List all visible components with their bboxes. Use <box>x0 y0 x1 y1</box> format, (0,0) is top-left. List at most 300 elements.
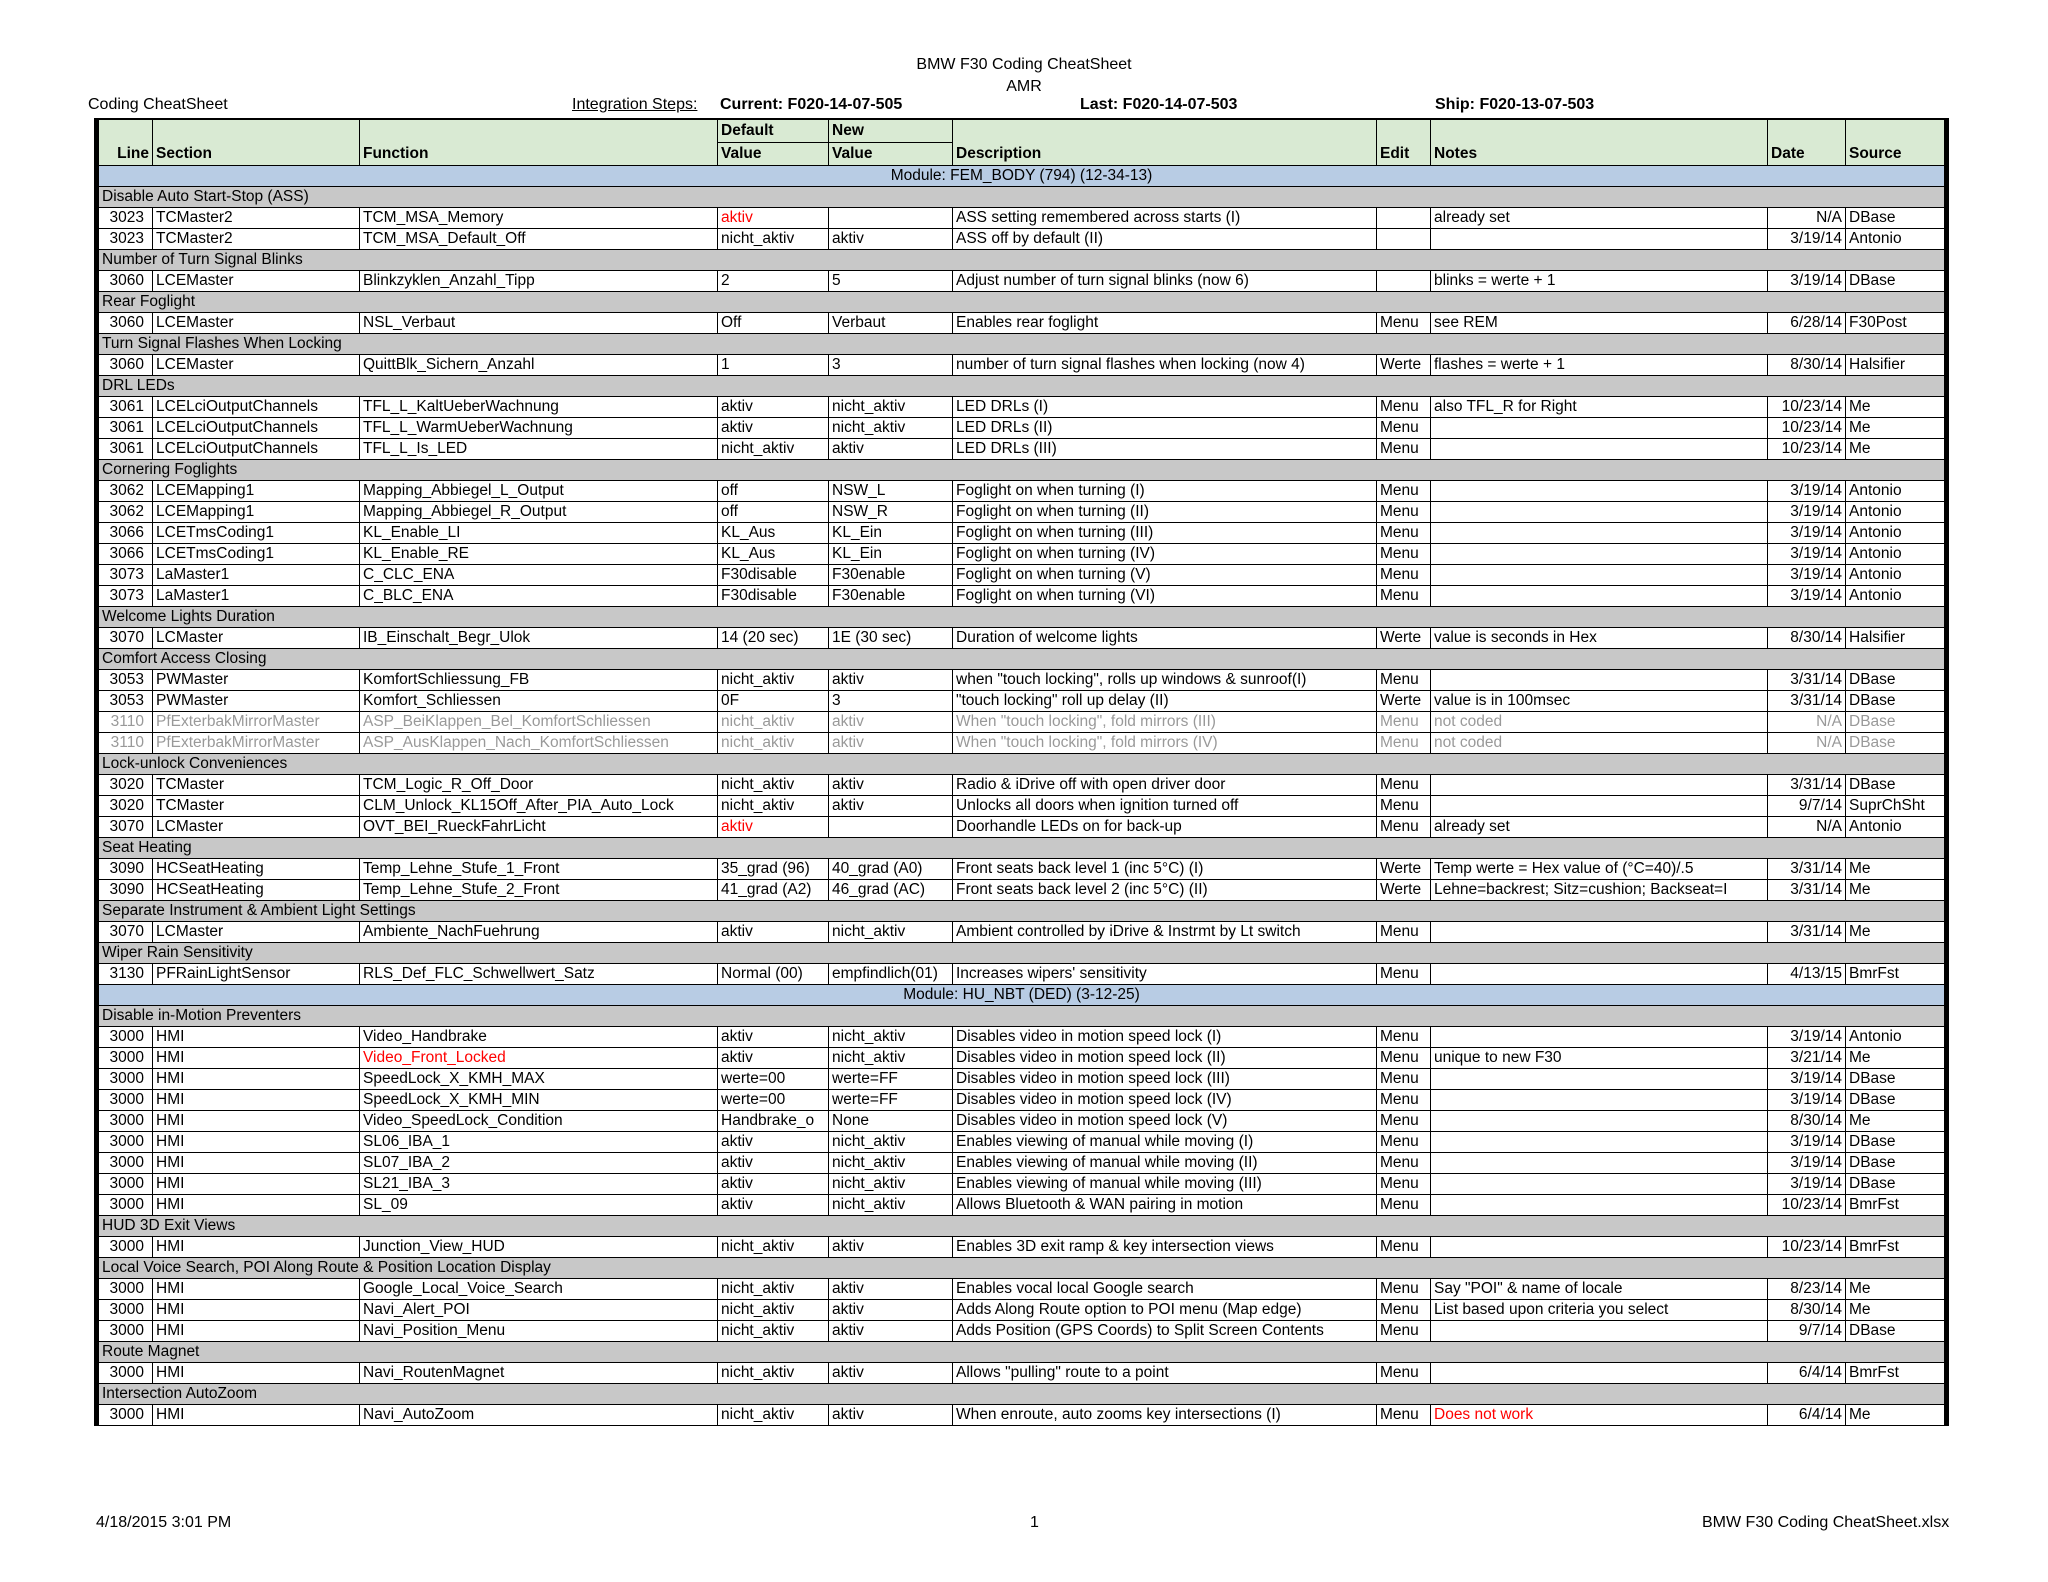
cell-default-value: Handbrake_o <box>718 1111 829 1132</box>
cell-line: 3070 <box>97 817 153 838</box>
cell-section: PWMaster <box>153 670 360 691</box>
cell-date: N/A <box>1768 712 1846 733</box>
cell-edit: Menu <box>1377 397 1431 418</box>
cell-date: 6/4/14 <box>1768 1363 1846 1384</box>
cell-notes <box>1431 1111 1768 1132</box>
cell-line: 3020 <box>97 775 153 796</box>
cell-source: Antonio <box>1846 565 1947 586</box>
cell-default-value: nicht_aktiv <box>718 670 829 691</box>
section-title: Local Voice Search, POI Along Route & Position Location Display <box>97 1258 1947 1279</box>
cell-edit: Menu <box>1377 1027 1431 1048</box>
cell-source: Me <box>1846 1405 1947 1426</box>
cell-date: 3/19/14 <box>1768 481 1846 502</box>
section-header-row <box>97 460 1947 481</box>
cell-description: Duration of welcome lights <box>953 628 1377 649</box>
table-row <box>97 817 1947 838</box>
table-row <box>97 1237 1947 1258</box>
table-row <box>97 1363 1947 1384</box>
cell-section: HMI <box>153 1279 360 1300</box>
cell-section: HMI <box>153 1111 360 1132</box>
cell-edit: Menu <box>1377 1363 1431 1384</box>
cell-edit <box>1377 271 1431 292</box>
cell-date: 6/4/14 <box>1768 1405 1846 1426</box>
table-row <box>97 1048 1947 1069</box>
cell-source: DBase <box>1846 1153 1947 1174</box>
cell-new-value: nicht_aktiv <box>829 1195 953 1216</box>
cell-date: 9/7/14 <box>1768 796 1846 817</box>
cell-default-value: aktiv <box>718 1048 829 1069</box>
cell-new-value: nicht_aktiv <box>829 1132 953 1153</box>
section-title: Welcome Lights Duration <box>97 607 1947 628</box>
cell-default-value: 1 <box>718 355 829 376</box>
cell-default-value: aktiv <box>718 397 829 418</box>
cell-new-value: aktiv <box>829 1363 953 1384</box>
header-line: Line <box>97 119 153 166</box>
cell-default-value: aktiv <box>718 1027 829 1048</box>
cell-date: 3/19/14 <box>1768 523 1846 544</box>
cell-description: Allows "pulling" route to a point <box>953 1363 1377 1384</box>
cell-edit: Werte <box>1377 628 1431 649</box>
cell-edit: Menu <box>1377 586 1431 607</box>
cell-new-value: aktiv <box>829 796 953 817</box>
cell-function: KL_Enable_RE <box>360 544 718 565</box>
module-title: Module: HU_NBT (DED) (3-12-25) <box>97 985 1947 1006</box>
cell-description: Adds Position (GPS Coords) to Split Screen Contents <box>953 1321 1377 1342</box>
section-header-row <box>97 943 1947 964</box>
cell-edit: Menu <box>1377 1300 1431 1321</box>
cell-source: Me <box>1846 397 1947 418</box>
cell-line: 3060 <box>97 355 153 376</box>
section-header-row <box>97 754 1947 775</box>
cell-date: 3/19/14 <box>1768 271 1846 292</box>
cell-description: Foglight on when turning (V) <box>953 565 1377 586</box>
cell-description: ASS setting remembered across starts (I) <box>953 208 1377 229</box>
cell-line: 3020 <box>97 796 153 817</box>
cell-source: F30Post <box>1846 313 1947 334</box>
cell-new-value: aktiv <box>829 712 953 733</box>
cell-section: HMI <box>153 1405 360 1426</box>
cell-description: Foglight on when turning (VI) <box>953 586 1377 607</box>
cell-line: 3110 <box>97 733 153 754</box>
table-row <box>97 565 1947 586</box>
table-row <box>97 544 1947 565</box>
table-row <box>97 1174 1947 1195</box>
table-row <box>97 691 1947 712</box>
section-title: Rear Foglight <box>97 292 1947 313</box>
cell-default-value: Off <box>718 313 829 334</box>
cell-line: 3000 <box>97 1279 153 1300</box>
table-row <box>97 355 1947 376</box>
cell-date: 8/30/14 <box>1768 628 1846 649</box>
section-header-row <box>97 901 1947 922</box>
cell-notes <box>1431 1153 1768 1174</box>
cell-function: RLS_Def_FLC_Schwellwert_Satz <box>360 964 718 985</box>
cell-section: HMI <box>153 1048 360 1069</box>
cell-new-value: 40_grad (A0) <box>829 859 953 880</box>
cell-section: LCEMapping1 <box>153 481 360 502</box>
cell-notes: not coded <box>1431 712 1768 733</box>
cell-function: Temp_Lehne_Stufe_1_Front <box>360 859 718 880</box>
cell-new-value: nicht_aktiv <box>829 1048 953 1069</box>
cell-section: HMI <box>153 1195 360 1216</box>
cell-new-value: nicht_aktiv <box>829 397 953 418</box>
cell-notes <box>1431 1174 1768 1195</box>
cell-source: DBase <box>1846 1174 1947 1195</box>
section-title: Cornering Foglights <box>97 460 1947 481</box>
header-source: Source <box>1846 119 1947 166</box>
table-row <box>97 964 1947 985</box>
cell-line: 3000 <box>97 1405 153 1426</box>
cell-function: SL21_IBA_3 <box>360 1174 718 1195</box>
cell-default-value: aktiv <box>718 1195 829 1216</box>
cell-edit: Menu <box>1377 712 1431 733</box>
cell-date: 3/31/14 <box>1768 922 1846 943</box>
cell-function: ASP_AusKlappen_Nach_KomfortSchliessen <box>360 733 718 754</box>
cell-date: 6/28/14 <box>1768 313 1846 334</box>
cell-edit: Werte <box>1377 880 1431 901</box>
cell-edit: Menu <box>1377 817 1431 838</box>
cell-new-value <box>829 817 953 838</box>
table-row <box>97 502 1947 523</box>
cell-source: SuprChSht <box>1846 796 1947 817</box>
cell-new-value: 3 <box>829 355 953 376</box>
cell-description: Radio & iDrive off with open driver door <box>953 775 1377 796</box>
cell-notes <box>1431 922 1768 943</box>
cell-notes <box>1431 1132 1768 1153</box>
cell-source: DBase <box>1846 208 1947 229</box>
cell-new-value: aktiv <box>829 1237 953 1258</box>
cell-function: Mapping_Abbiegel_R_Output <box>360 502 718 523</box>
cell-new-value: NSW_L <box>829 481 953 502</box>
cell-default-value: KL_Aus <box>718 544 829 565</box>
table-row <box>97 859 1947 880</box>
section-header-row <box>97 1258 1947 1279</box>
table-row <box>97 271 1947 292</box>
cell-date: N/A <box>1768 733 1846 754</box>
cell-function: Navi_Position_Menu <box>360 1321 718 1342</box>
cell-description: Adjust number of turn signal blinks (now 6) <box>953 271 1377 292</box>
cell-notes <box>1431 670 1768 691</box>
cell-default-value: nicht_aktiv <box>718 439 829 460</box>
cell-description: number of turn signal flashes when locking (now 4) <box>953 355 1377 376</box>
cell-notes <box>1431 439 1768 460</box>
cell-function: CLM_Unlock_KL15Off_After_PIA_Auto_Lock <box>360 796 718 817</box>
cell-notes <box>1431 586 1768 607</box>
cell-description: Enables vocal local Google search <box>953 1279 1377 1300</box>
cell-function: Video_Front_Locked <box>360 1048 718 1069</box>
cell-section: LaMaster1 <box>153 565 360 586</box>
cell-edit: Menu <box>1377 1048 1431 1069</box>
cell-edit: Menu <box>1377 1237 1431 1258</box>
section-header-row <box>97 250 1947 271</box>
section-header-row <box>97 1384 1947 1405</box>
cell-description: Disables video in motion speed lock (III) <box>953 1069 1377 1090</box>
cell-function: QuittBlk_Sichern_Anzahl <box>360 355 718 376</box>
cell-source: DBase <box>1846 1321 1947 1342</box>
module-header-row <box>97 166 1947 187</box>
cell-default-value: nicht_aktiv <box>718 1321 829 1342</box>
cell-default-value: off <box>718 481 829 502</box>
cell-function: KomfortSchliessung_FB <box>360 670 718 691</box>
cell-default-value: werte=00 <box>718 1069 829 1090</box>
cell-date: 3/19/14 <box>1768 502 1846 523</box>
cell-description: Enables rear foglight <box>953 313 1377 334</box>
cell-default-value: nicht_aktiv <box>718 229 829 250</box>
header-new-bottom: Value <box>829 143 953 166</box>
cell-source: Me <box>1846 880 1947 901</box>
cell-notes <box>1431 523 1768 544</box>
cell-description: Enables viewing of manual while moving (II) <box>953 1153 1377 1174</box>
cell-edit: Menu <box>1377 775 1431 796</box>
cell-date: 3/31/14 <box>1768 859 1846 880</box>
cell-new-value: nicht_aktiv <box>829 1153 953 1174</box>
cell-line: 3090 <box>97 880 153 901</box>
cell-function: Junction_View_HUD <box>360 1237 718 1258</box>
cell-source: Me <box>1846 859 1947 880</box>
section-title: Separate Instrument & Ambient Light Settings <box>97 901 1947 922</box>
cell-line: 3000 <box>97 1111 153 1132</box>
cell-date: 4/13/15 <box>1768 964 1846 985</box>
header-row-top <box>97 119 1947 143</box>
cell-section: LCETmsCoding1 <box>153 544 360 565</box>
cell-section: PWMaster <box>153 691 360 712</box>
cell-default-value: KL_Aus <box>718 523 829 544</box>
cell-line: 3073 <box>97 586 153 607</box>
cell-function: Navi_Alert_POI <box>360 1300 718 1321</box>
cell-section: HMI <box>153 1132 360 1153</box>
section-header-row <box>97 292 1947 313</box>
section-header-row <box>97 838 1947 859</box>
cell-function: TFL_L_WarmUeberWachnung <box>360 418 718 439</box>
cell-section: HCSeatHeating <box>153 880 360 901</box>
table-row <box>97 1027 1947 1048</box>
cell-date: 3/19/14 <box>1768 544 1846 565</box>
table-row <box>97 1300 1947 1321</box>
cell-notes <box>1431 418 1768 439</box>
cell-section: LCMaster <box>153 628 360 649</box>
table-row <box>97 670 1947 691</box>
current-version: Current: F020-14-07-505 <box>720 96 903 113</box>
cell-edit: Werte <box>1377 859 1431 880</box>
cell-function: Navi_RoutenMagnet <box>360 1363 718 1384</box>
table-row <box>97 1069 1947 1090</box>
cell-function: C_BLC_ENA <box>360 586 718 607</box>
cell-new-value: empfindlich(01) <box>829 964 953 985</box>
cell-notes <box>1431 502 1768 523</box>
cell-notes: flashes = werte + 1 <box>1431 355 1768 376</box>
cell-line: 3060 <box>97 271 153 292</box>
cell-section: HMI <box>153 1069 360 1090</box>
cell-line: 3023 <box>97 208 153 229</box>
cell-default-value: aktiv <box>718 817 829 838</box>
section-header-row <box>97 187 1947 208</box>
cell-new-value: 1E (30 sec) <box>829 628 953 649</box>
cell-default-value: aktiv <box>718 1174 829 1195</box>
cell-default-value: off <box>718 502 829 523</box>
cell-new-value: F30enable <box>829 586 953 607</box>
cell-description: Foglight on when turning (II) <box>953 502 1377 523</box>
cell-default-value: nicht_aktiv <box>718 1279 829 1300</box>
cell-line: 3000 <box>97 1321 153 1342</box>
cell-section: LCEMaster <box>153 355 360 376</box>
cell-default-value: nicht_aktiv <box>718 796 829 817</box>
left-label: Coding CheatSheet <box>88 96 228 113</box>
integration-steps-label: Integration Steps: <box>572 96 698 113</box>
cell-notes <box>1431 1090 1768 1111</box>
cell-function: Video_Handbrake <box>360 1027 718 1048</box>
cell-description: Front seats back level 1 (inc 5°C) (I) <box>953 859 1377 880</box>
cell-source: Me <box>1846 418 1947 439</box>
cell-edit: Menu <box>1377 502 1431 523</box>
cell-edit: Werte <box>1377 691 1431 712</box>
cell-notes: not coded <box>1431 733 1768 754</box>
cell-new-value: nicht_aktiv <box>829 1027 953 1048</box>
cell-date: 10/23/14 <box>1768 397 1846 418</box>
cell-default-value: aktiv <box>718 1153 829 1174</box>
table-row <box>97 1153 1947 1174</box>
section-header-row <box>97 607 1947 628</box>
cell-line: 3066 <box>97 544 153 565</box>
cell-function: Komfort_Schliessen <box>360 691 718 712</box>
table-row <box>97 712 1947 733</box>
cell-notes: already set <box>1431 208 1768 229</box>
section-title: Seat Heating <box>97 838 1947 859</box>
cell-description: LED DRLs (I) <box>953 397 1377 418</box>
cell-edit <box>1377 229 1431 250</box>
cell-source: DBase <box>1846 670 1947 691</box>
cell-description: Increases wipers' sensitivity <box>953 964 1377 985</box>
cell-function: ASP_BeiKlappen_Bel_KomfortSchliessen <box>360 712 718 733</box>
section-header-row <box>97 376 1947 397</box>
cell-function: SpeedLock_X_KMH_MAX <box>360 1069 718 1090</box>
cell-edit: Menu <box>1377 964 1431 985</box>
last-version: Last: F020-14-07-503 <box>1080 96 1238 113</box>
cell-notes: also TFL_R for Right <box>1431 397 1768 418</box>
cell-line: 3073 <box>97 565 153 586</box>
table-row <box>97 523 1947 544</box>
cell-date: 3/31/14 <box>1768 880 1846 901</box>
cell-edit: Menu <box>1377 1195 1431 1216</box>
cell-source: DBase <box>1846 1069 1947 1090</box>
cell-default-value: nicht_aktiv <box>718 1363 829 1384</box>
cell-date: 3/19/14 <box>1768 586 1846 607</box>
cell-description: when "touch locking", rolls up windows & sunroof(I) <box>953 670 1377 691</box>
cell-default-value: nicht_aktiv <box>718 1300 829 1321</box>
cell-line: 3000 <box>97 1363 153 1384</box>
cell-new-value <box>829 208 953 229</box>
table-row <box>97 418 1947 439</box>
cell-section: HMI <box>153 1174 360 1195</box>
cell-default-value: 2 <box>718 271 829 292</box>
cell-line: 3000 <box>97 1069 153 1090</box>
cell-description: Disables video in motion speed lock (I) <box>953 1027 1377 1048</box>
cell-notes: see REM <box>1431 313 1768 334</box>
cell-description: Adds Along Route option to POI menu (Map edge) <box>953 1300 1377 1321</box>
table-row <box>97 1090 1947 1111</box>
cell-new-value: Verbaut <box>829 313 953 334</box>
cell-line: 3000 <box>97 1300 153 1321</box>
cell-notes <box>1431 775 1768 796</box>
cell-function: TFL_L_Is_LED <box>360 439 718 460</box>
cell-default-value: nicht_aktiv <box>718 712 829 733</box>
table-row <box>97 775 1947 796</box>
cell-source: Halsifier <box>1846 355 1947 376</box>
table-row <box>97 796 1947 817</box>
cell-edit: Menu <box>1377 1111 1431 1132</box>
cell-date: 3/19/14 <box>1768 1069 1846 1090</box>
cell-section: TCMaster2 <box>153 208 360 229</box>
table-row <box>97 439 1947 460</box>
footer-filename: BMW F30 Coding CheatSheet.xlsx <box>1702 1514 1950 1531</box>
cell-line: 3061 <box>97 418 153 439</box>
doc-title: BMW F30 Coding CheatSheet <box>916 56 1132 73</box>
cell-description: Enables 3D exit ramp & key intersection views <box>953 1237 1377 1258</box>
cell-notes <box>1431 1027 1768 1048</box>
table-row <box>97 481 1947 502</box>
cell-default-value: 35_grad (96) <box>718 859 829 880</box>
cell-edit: Menu <box>1377 1279 1431 1300</box>
table-row <box>97 733 1947 754</box>
table-row <box>97 1279 1947 1300</box>
doc-subtitle: AMR <box>1006 78 1042 95</box>
cell-line: 3000 <box>97 1153 153 1174</box>
cell-section: LCMaster <box>153 817 360 838</box>
cell-date: 9/7/14 <box>1768 1321 1846 1342</box>
cell-function: TFL_L_KaltUeberWachnung <box>360 397 718 418</box>
cell-edit: Menu <box>1377 481 1431 502</box>
cell-line: 3062 <box>97 481 153 502</box>
ship-version: Ship: F020-13-07-503 <box>1435 96 1595 113</box>
cell-edit <box>1377 208 1431 229</box>
table-row <box>97 1132 1947 1153</box>
cell-line: 3053 <box>97 670 153 691</box>
header-new-top: New <box>829 119 953 143</box>
cell-notes: Lehne=backrest; Sitz=cushion; Backseat=I <box>1431 880 1768 901</box>
section-header-row <box>97 1006 1947 1027</box>
table-row <box>97 313 1947 334</box>
cell-function: SL_09 <box>360 1195 718 1216</box>
cell-line: 3062 <box>97 502 153 523</box>
cell-notes <box>1431 1069 1768 1090</box>
cell-source: Me <box>1846 439 1947 460</box>
cell-notes: already set <box>1431 817 1768 838</box>
cell-function: OVT_BEI_RueckFahrLicht <box>360 817 718 838</box>
section-title: Disable in-Motion Preventers <box>97 1006 1947 1027</box>
cell-line: 3110 <box>97 712 153 733</box>
cell-function: TCM_Logic_R_Off_Door <box>360 775 718 796</box>
cell-new-value: nicht_aktiv <box>829 922 953 943</box>
cell-section: HMI <box>153 1363 360 1384</box>
cell-date: 3/19/14 <box>1768 1090 1846 1111</box>
section-title: Intersection AutoZoom <box>97 1384 1947 1405</box>
cell-edit: Menu <box>1377 1153 1431 1174</box>
table-row <box>97 1195 1947 1216</box>
cell-line: 3000 <box>97 1195 153 1216</box>
cell-new-value: KL_Ein <box>829 523 953 544</box>
cell-function: TCM_MSA_Memory <box>360 208 718 229</box>
cell-function: Video_SpeedLock_Condition <box>360 1111 718 1132</box>
header-description: Description <box>953 119 1377 166</box>
cell-source: Antonio <box>1846 481 1947 502</box>
cell-description: Foglight on when turning (I) <box>953 481 1377 502</box>
table-row <box>97 586 1947 607</box>
cell-notes <box>1431 1237 1768 1258</box>
cell-source: BmrFst <box>1846 1363 1947 1384</box>
cell-edit: Menu <box>1377 733 1431 754</box>
cell-line: 3066 <box>97 523 153 544</box>
cell-line: 3060 <box>97 313 153 334</box>
cell-notes: Does not work <box>1431 1405 1768 1426</box>
